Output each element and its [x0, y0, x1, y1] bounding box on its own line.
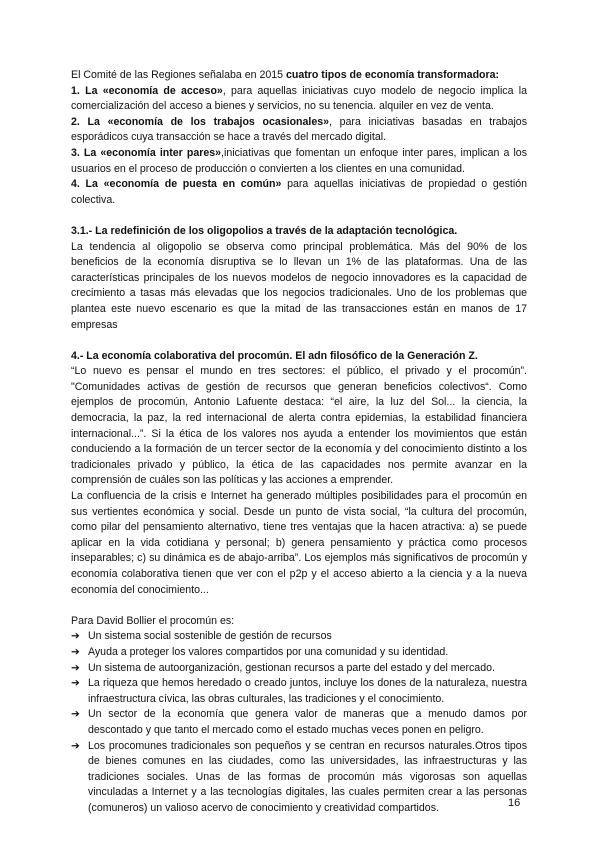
- list-item: ➔ Un sector de la economía que genera valor de maneras que a menudo damos por descontado y que tanto el mercado como el estado muchas veces ponen en peligro.: [71, 708, 527, 736]
- arrow-icon: ➔: [71, 708, 80, 721]
- type-item: 4. La «economía de puesta en común» para aquellas iniciativas de propiedad o gestión colectiva.: [71, 178, 528, 206]
- arrow-icon: ➔: [71, 661, 80, 674]
- list-intro: Para David Bollier el procomún es:: [71, 614, 235, 627]
- list-item: ➔ Un sistema de autoorganización, gestionan recursos a parte del estado y del mercado.: [71, 661, 527, 677]
- arrow-icon: ➔: [71, 677, 80, 690]
- section-heading: 4.- La economía colaborativa del procomún. El adn filosófico de la Generación Z.: [71, 349, 478, 362]
- document-page: [71, 68, 527, 817]
- type-item: 3. La «economía inter pares»,iniciativas que fomentan un enfoque inter pares, implican a los usuarios en el proceso de producción o convierten a los clientes en una comunidad.: [71, 146, 527, 175]
- body-paragraph: “Lo nuevo es pensar el mundo en tres sectores: el público, el privado y el procomún”. "Comunidades activas de gestión de recursos que generan beneficios colectivos“. Como ejemplos de procomún, Antonio Lafuente destaca: “el aire, la luz del Sol... la ciencia, la democracia, la paz, la red internacional de alerta contra epidemias, la estabilidad financiera internacional...”. Si la ética de los valores nos ayuda a entender los movimientos que están conduciendo a la formación de un tercer sector de la economía y del conocimiento distinto a los tradicionales privado y público, la ética de las capacidades nos permite avanzar en la comprensión de cuáles son las políticas y las acciones a emprender.: [71, 365, 527, 487]
- list-item: ➔ Ayuda a proteger los valores compartidos por una comunidad y su identidad.: [71, 645, 527, 661]
- type-item: 1. La «economía de acceso», para aquellas iniciativas cuyo modelo de negocio implica la comercialización del acceso a bienes y servicios, no su tenencia. alquiler en vez de venta.: [71, 84, 528, 113]
- list-item: ➔ Un sistema social sostenible de gestión de recursos: [71, 629, 527, 645]
- body-paragraph: La tendencia al oligopolio se observa como principal problemática. Más del 90% de los beneficios de la economía disruptiva se lo llevan un 1% de las plataformas. Una de las características principales de los nuevos modelos de negocio innovadores es la capacidad de crecimiento a tasas más elevadas que los negocios tradicionales. Uno de los problemas que plantea este nuevo escenario es que la mitad de las transacciones están en manos de 17 empresas: [71, 240, 527, 331]
- section-heading: 3.1.- La redefinición de los oligopolios a través de la adaptación tecnológica.: [71, 224, 458, 237]
- arrow-icon: ➔: [71, 739, 80, 752]
- intro-bold: cuatro tipos de economía transformadora:: [285, 69, 500, 81]
- list-item: ➔ La riqueza que hemos heredado o creado juntos, incluye los dones de la naturaleza, nuestra infraestructura cívica, las obras culturales, las tradiciones y el conocimiento.: [71, 677, 527, 705]
- bullet-list: [71, 629, 527, 816]
- arrow-icon: ➔: [71, 630, 80, 643]
- body-paragraph: La confluencia de la crisis e Internet ha generado múltiples posibilidades para el procomún en sus vertientes económica y social. Desde un punto de vista social, “la cultura del procomún, como pilar del pensamiento alternativo, tiene tres ventajas que la hacen atractiva: a) se puede aplicar en la vida cotidiana y personal; b) genera pensamiento y práctica como procesos inseparables; c) su dinámica es de abajo-arriba”. Los ejemplos más significativos de procomún y economía colaborativa tienen que ver con el p2p y el acceso abierto a la ciencia y a la nueva economía del conocimiento...: [71, 490, 527, 596]
- list-item: ➔ Los procomunes tradicionales son pequeños y se centran en recursos naturales.Otros tipos de bienes comunes en las ciudades, como las universidades, las infraestructuras y las tradiciones sociales. Unas de las formas de procomún más vigorosas son aquellas vinculadas a Internet y a las tecnologías digitales, las cuales permiten crear a las personas (comuneros) un valioso acervo de conocimiento y creatividad compartidos.: [71, 739, 527, 814]
- type-item: 2. La «economía de los trabajos ocasionales», para iniciativas basadas en trabajos esporádicos cuya transacción se hace a través del mercado digital.: [71, 115, 527, 144]
- page-number: 16: [508, 797, 521, 809]
- arrow-icon: ➔: [71, 645, 80, 658]
- intro-paragraph: El Comité de las Regiones señalaba en 2015 cuatro tipos de economía transformadora:: [71, 69, 500, 81]
